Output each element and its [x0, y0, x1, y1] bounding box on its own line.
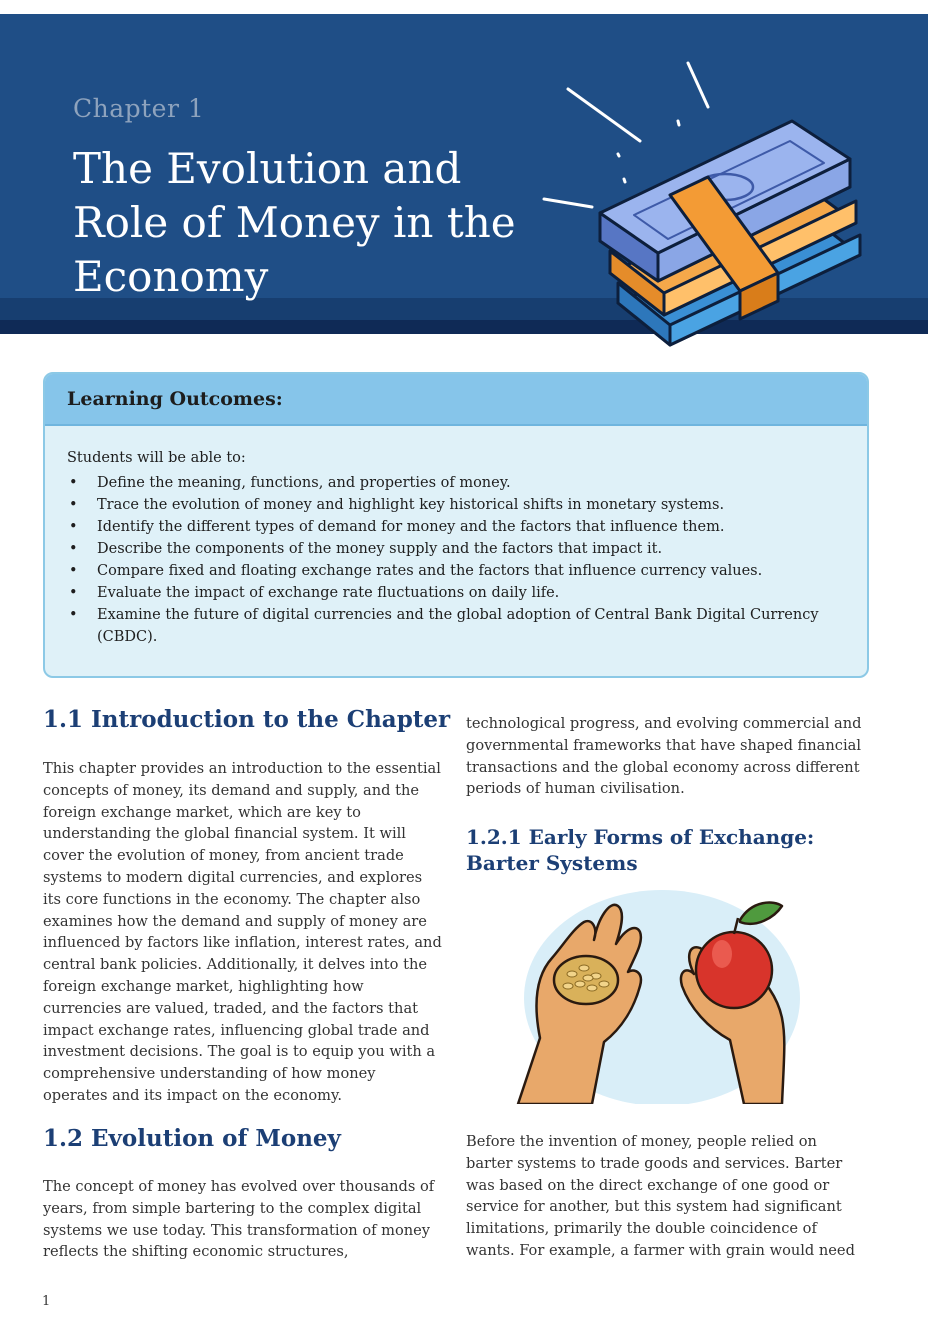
section-heading-1-2-1: 1.2.1 Early Forms of Exchange: Barter Systems [466, 825, 815, 875]
learning-outcomes-title: Learning Outcomes: [67, 388, 283, 410]
learning-outcomes-intro: Students will be able to: [67, 450, 246, 466]
list-item: • Compare fixed and floating exchange rates and the factors that influence currency values. [67, 560, 827, 582]
section-heading-1-2: 1.2 Evolution of Money [43, 1125, 341, 1152]
section-heading-1-1: 1.1 Introduction to the Chapter [43, 706, 451, 733]
list-item: • Examine the future of digital currencies and the global adoption of Central Bank Digital Currency (CBDC). [67, 604, 827, 648]
chapter-title: The Evolution and Role of Money in the Economy [73, 144, 516, 301]
section-1-2-body-continued: technological progress, and evolving commercial and governmental frameworks that have shaped financial transactions and the global economy across different periods of human civilisation. [466, 715, 862, 798]
section-1-2-1-body: Before the invention of money, people relied on barter systems to trade goods and services. Barter was based on the direct exchange of one good or service for another, but this system had significant limitations, primarily the double coincidence of wants. For example, a farmer with grain would need [466, 1133, 855, 1259]
page-number: 1 [42, 1294, 51, 1309]
section-1-2-body: The concept of money has evolved over thousands of years, from simple bartering to the complex digital systems we use today. This transformation of money reflects the shifting economic structures, [43, 1178, 435, 1261]
chapter-label: Chapter 1 [73, 94, 205, 123]
list-item: • Trace the evolution of money and highlight key historical shifts in monetary systems. [67, 494, 827, 516]
section-1-1-body: This chapter provides an introduction to the essential concepts of money, its demand and supply, and the foreign exchange market, which are key to understanding the global financial system. It will cover the evolution of money, from ancient trade systems to modern digital currencies, and explores its core functions in the economy. The chapter also examines how the demand and supply of money are influenced by factors like inflation, interest rates, and central bank policies. Additionally, it delves into the foreign exchange market, highlighting how currencies are valued, traded, and the factors that impact exchange rates, influencing global trade and investment decisions. The goal is to equip you with a comprehensive understanding of how money operates and its impact on the economy. [43, 760, 442, 1104]
barter-hands-illustration [494, 888, 834, 1104]
list-item: • Evaluate the impact of exchange rate fluctuations on daily life. [67, 582, 827, 604]
learning-outcomes-list [67, 472, 827, 648]
money-stack-illustration [540, 55, 880, 355]
list-item: • Identify the different types of demand for money and the factors that influence them. [67, 516, 827, 538]
learning-outcomes-box [43, 372, 869, 678]
list-item: • Describe the components of the money supply and the factors that impact it. [67, 538, 827, 560]
list-item: • Define the meaning, functions, and properties of money. [67, 472, 827, 494]
